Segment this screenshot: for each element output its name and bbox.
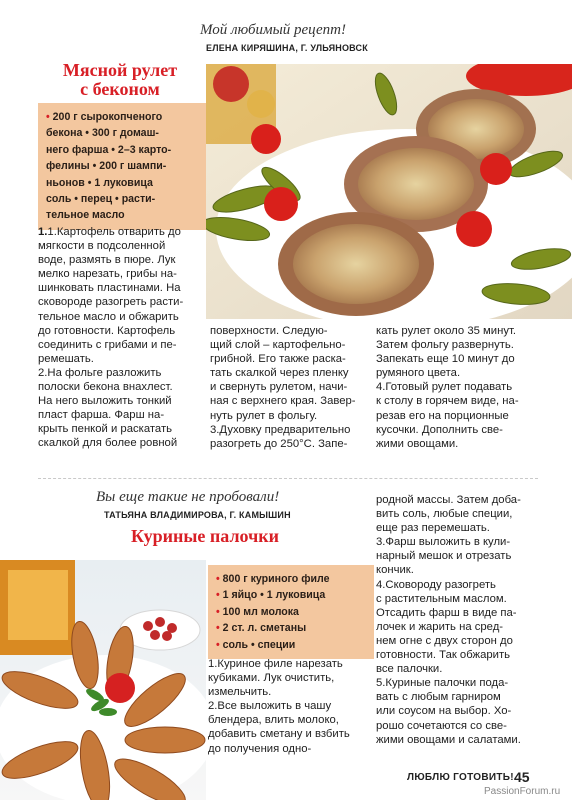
step-line: готовности. Так обжарить [376, 649, 511, 662]
step-line: тельное масло и обжарить [38, 310, 179, 323]
step-line: На него выложить тонкий [38, 395, 172, 408]
step-line: 4.Готовый рулет подавать [376, 381, 513, 394]
ingredient-line: • 800 г куриного филе [216, 573, 330, 585]
recipe2-steps-col2 [376, 493, 540, 747]
step-line: кусочки. Дополнить све- [376, 423, 503, 436]
step-line: пласт фарша. Фарш на- [38, 409, 165, 422]
step-line: резав его на порционные [376, 409, 509, 422]
step-line: щий слой – картофельно- [210, 339, 346, 352]
step-line: рошо сочетаются со све- [376, 719, 507, 732]
step-line: сковороде разогреть расти- [38, 296, 184, 309]
step-line: нуть рулет в фольгу. [210, 409, 318, 422]
ingredient-line: • 200 г сырокопченого [46, 111, 163, 123]
step-line: вить соль, любые специи, [376, 508, 513, 521]
recipe1-title-line2: с беконом [80, 79, 160, 99]
step-line: все палочки. [376, 663, 443, 676]
step-line: или соусом на выбор. Хо- [376, 705, 512, 718]
ingredient-line: • 1 яйцо • 1 луковица [216, 589, 326, 602]
step-line: 3.Духовку предварительно [210, 423, 351, 436]
step-line: лочек и жарить на сред- [376, 620, 504, 633]
step-line: 2.Все выложить в чашу [208, 700, 332, 713]
step-line: до получения одно- [208, 742, 312, 755]
recipe1-author: ЕЛЕНА КИРЯШИНА, Г. УЛЬЯНОВСК [206, 43, 368, 53]
recipe1-title-line1: Мясной рулет [62, 60, 178, 80]
step-line: ремешать. [38, 352, 94, 365]
step-line: добавить сметану и взбить [208, 728, 350, 741]
step-line: румяного цвета. [376, 367, 461, 380]
step-line: 4.Сковороду разогреть [376, 578, 496, 591]
ingredient-line: тельное масло [46, 209, 125, 222]
meat-roll-image [206, 64, 572, 319]
ingredient-line: • 2 ст. л. сметаны [216, 622, 307, 635]
step-line: блендера, влить молоко, [208, 714, 339, 727]
watermark: PassionForum.ru [484, 786, 561, 797]
step-line: Запекать еще 10 минут до [376, 353, 515, 366]
recipe2-author: ТАТЬЯНА ВЛАДИМИРОВА, Г. КАМЫШИН [104, 510, 291, 520]
recipe1-title [40, 61, 200, 99]
step-line: 3.Фарш выложить в кули- [376, 536, 511, 549]
page-number: 45 [514, 769, 530, 785]
chicken-sticks-photo [0, 560, 206, 800]
step-line: 1.Куриное филе нарезать [208, 658, 343, 670]
step-line: 1.1.Картофель отварить до [38, 226, 181, 238]
recipe2-title: Куриные палочки [131, 526, 279, 546]
ingredient-line: • соль • специи [216, 638, 296, 651]
meat-roll-photo [206, 64, 572, 319]
recipe1-tag: Мой любимый рецепт! [200, 22, 346, 38]
step-line: с растительным маслом. [376, 592, 507, 605]
step-line: кончик. [376, 564, 414, 577]
step-line: мелко нарезать, грибы на- [38, 268, 177, 281]
step-line: жими овощами и салатами. [376, 733, 521, 746]
recipe1-steps-col2 [210, 324, 370, 451]
ingredient-line: ньонов • 1 луковица [46, 176, 153, 189]
ingredient-line: него фарша • 2–3 карто- [46, 143, 172, 156]
step-line: 5.Куриные палочки пода- [376, 677, 509, 690]
ingredient-line: соль • перец • расти- [46, 193, 156, 206]
step-line: соединить с грибами и пе- [38, 338, 177, 351]
step-line: Затем фольгу развернуть. [376, 339, 514, 352]
step-line: и свернуть рулетом, начи- [210, 381, 348, 394]
ingredient-line: • 100 мл молока [216, 605, 299, 618]
step-line: жими овощами. [376, 437, 459, 450]
step-line: грибной. Его также раска- [210, 353, 346, 366]
step-line: до готовности. Картофель [38, 324, 176, 337]
recipe2-steps-col1 [208, 657, 372, 756]
recipe1-ingredients-box [38, 103, 206, 230]
step-line: нарный мешок и отрезать [376, 550, 512, 563]
step-line: поверхности. Следую- [210, 325, 328, 337]
section-divider [38, 478, 538, 479]
step-line: полоски бекона внахлест. [38, 381, 173, 394]
step-line: кать рулет около 35 минут. [376, 325, 517, 337]
step-line: шинковать пластинами. На [38, 282, 181, 295]
step-line: нем огне с двух сторон до [376, 634, 513, 647]
ingredient-line: бекона • 300 г домаш- [46, 127, 159, 140]
chicken-sticks-image [0, 560, 206, 800]
step-line: еще раз перемешать. [376, 522, 490, 535]
ingredient-line: фелины • 200 г шампи- [46, 160, 167, 173]
step-line: крыть пенкой и раскатать [38, 423, 173, 436]
step-line: Отсадить фарш в виде па- [376, 606, 517, 619]
step-line: измельчить. [208, 686, 272, 699]
step-line: вать с любым гарниром [376, 691, 501, 704]
magazine-name: ЛЮБЛЮ ГОТОВИТЬ! [407, 772, 514, 783]
step-line: воде, размять в пюре. Лук [38, 254, 176, 267]
step-line: тать скалкой через пленку [210, 367, 349, 380]
step-line: разогреть до 250°С. Запе- [210, 437, 348, 450]
step-line: ная с верхнего края. Завер- [210, 395, 356, 408]
step-line: кубиками. Лук очистить, [208, 672, 335, 685]
step-line: 2.На фольге разложить [38, 366, 162, 379]
recipe2-tag: Вы еще такие не пробовали! [96, 489, 280, 505]
recipe2-ingredients-box [208, 565, 374, 659]
step-line: к столу в горячем виде, на- [376, 395, 519, 408]
step-line: родной массы. Затем доба- [376, 494, 521, 506]
step-line: скалкой для более ровной [38, 437, 178, 450]
recipe1-steps-col3 [376, 324, 540, 451]
recipe1-steps-col1 [38, 225, 206, 451]
step-line: мягкости в подсоленной [38, 240, 166, 253]
